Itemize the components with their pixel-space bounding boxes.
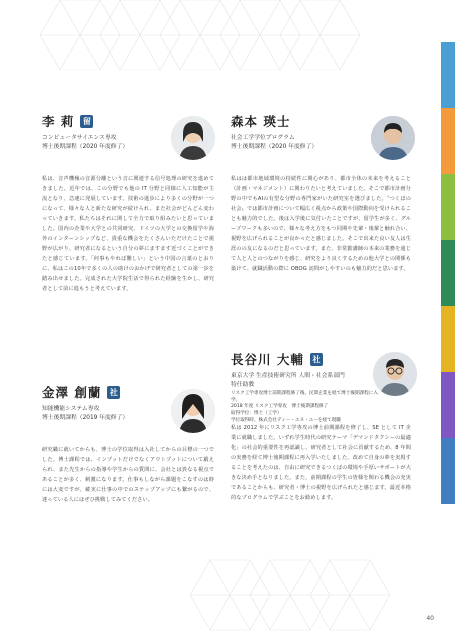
status-badge: 留 bbox=[80, 115, 93, 128]
profile-text: 研究職に就いてからも、博士の学位取得は入社してからの目標の一つでした。博士課程では、インプットだけでなくアウトプットについて鍛えられ、また先生からの指導や学生からの質問に、会社とは異なる視点であることが多く、刺激になります。仕事もしながら課題をこなすのは時には大変ですが、確実に仕事の中でのステップアップにも繋がるので、迷っている人にはぜひ挑戦してみてください。 bbox=[42, 447, 214, 503]
profile-dept: 知能機能システム専攻 bbox=[42, 406, 100, 412]
profile-name: 長谷川 大輔 bbox=[231, 352, 304, 367]
profile-program: 博士後期課程（2020 年度修了） bbox=[42, 143, 129, 150]
history-line: 学位取得時、株式会社ディー・エヌ・エーを経て現職 bbox=[231, 417, 341, 423]
status-badge: 社 bbox=[107, 386, 120, 399]
history-line: 取得学位：博士（工学） bbox=[231, 410, 282, 416]
color-tab bbox=[441, 438, 455, 504]
color-tab bbox=[441, 42, 455, 108]
profile-program: 博士後期課程（2019 年度修了） bbox=[42, 414, 129, 421]
history-line: リスク工学専攻博士前期課程修了後、民間企業を経て博士後期課程に入学。 bbox=[231, 391, 378, 403]
status-badge: 社 bbox=[310, 353, 323, 366]
profile-affiliation: 東京大学 生産技術研究所 人間・社会系部門 bbox=[231, 373, 345, 379]
color-tab bbox=[441, 306, 455, 372]
profile-kanazawa bbox=[42, 383, 182, 422]
profile-li bbox=[42, 112, 182, 151]
page-number: 40 bbox=[426, 615, 434, 622]
color-tab bbox=[441, 174, 455, 240]
bottom-geometric-pattern bbox=[190, 550, 430, 644]
history-line: 2018 年度 リスク工学専攻 博士後期課程修了 bbox=[231, 404, 329, 410]
profile-text: 私は、音声機械の音源分離という音に関連する信号処理の研究を進めてきました。近年では、この分野でも他の IT 分野と同様に人工知能が主流となり、急速に発展しています。技術の進歩により多くの分野が一つになって、様々な人と新たな研究が続けられ、また社会がどんどん変わっていきます。私たちはそれに関して全力で取り組みたいと思っていました。国内の企業や大学との共同研究、ドイツの大学との交換留学や海外のインターンシップなど、貴重な機会をたくさんいただけたことで視野が広がり、研究者になるという自分の夢にますます近づくことができたと感じています。「何事もやれば難しい」という中国の言葉のとおりに、私はこの10年で多くの人の助けのおかげで研究者としての第一歩を踏み出せました。完成された大学院生活で得られた経験を生かし、研究者として前に進もうと考えています。 bbox=[42, 176, 214, 292]
profile-name: 森本 瑛士 bbox=[231, 114, 291, 129]
profile-program: 博士後期課程（2020 年度修了） bbox=[231, 143, 318, 150]
profile-text: 私はは都市地域環境の持続性に関心があり、都市全体の未来を考えること（計画・マネジメント）に関わりたいと考えていました。そこで都市計画分野の中でもAIの有望な分野の専門家がいた研究室を選びました。〝つくばの社会〟では都市計画について幅広く視点から政策や国際動向を受けられることも魅力的でした。後は入学後に気付いたことですが、留学生が多く、グループワークも多いので、様々な考え方をもつ同期や先輩・後輩と触れ合い、視野を広げられることが良かったと感じました。そこで出来た良い友人は生涯のの友になるのだと思っています。また、非常勤講師の本来の業務を通じて人と人とのつながりを感じ、研究をより良くするための他大学との関係も築けて、就職活動の際に OBOG 訪問がしやすいのも魅力的だと思います。 bbox=[231, 176, 411, 272]
profile-dept: コンピュータサイエンス専攻 bbox=[42, 135, 117, 141]
portrait-woman-icon bbox=[171, 116, 215, 160]
profile-position: 特任助教 bbox=[231, 381, 255, 388]
profile-name: 李 莉 bbox=[42, 114, 75, 129]
top-geometric-pattern bbox=[40, 0, 370, 70]
color-tab bbox=[441, 372, 455, 438]
portrait-man-glasses-icon bbox=[373, 352, 417, 396]
profile-dept: 社会工学学位プログラム bbox=[231, 135, 295, 141]
profile-hasegawa bbox=[231, 350, 381, 424]
profile-name: 金澤 創蘭 bbox=[42, 385, 102, 400]
portrait-man-icon bbox=[371, 116, 415, 160]
color-tab bbox=[441, 108, 455, 174]
portrait-woman-icon bbox=[171, 389, 215, 433]
color-tab bbox=[441, 240, 455, 306]
profile-history bbox=[231, 391, 381, 424]
profile-morimoto bbox=[231, 112, 371, 151]
section-color-tabs bbox=[441, 42, 455, 504]
profile-text: 私は 2012 年にリスク工学専攻の博士前期課程を修了し、SE として IT 企業に就職しました。いずれ学生時代の研究テーマ「デマンドタクシーの最適化」の社会的重要性を再認識し、研究者として社会に貢献するため、8 年間の実務を経て博士後期課程に再入学いたしました。改めて自身の夢を実現することを考えたのは、自由に研究できるつくばの環境や手厚いサポートが大きな決め手となりました。また、前期課程の学生の皆様を関わる機会の充実であることからも、研究者・博士の視野を広げられたと感じます。最近本格的なプログラムで学ぶことをお勧めします。 bbox=[231, 425, 411, 501]
